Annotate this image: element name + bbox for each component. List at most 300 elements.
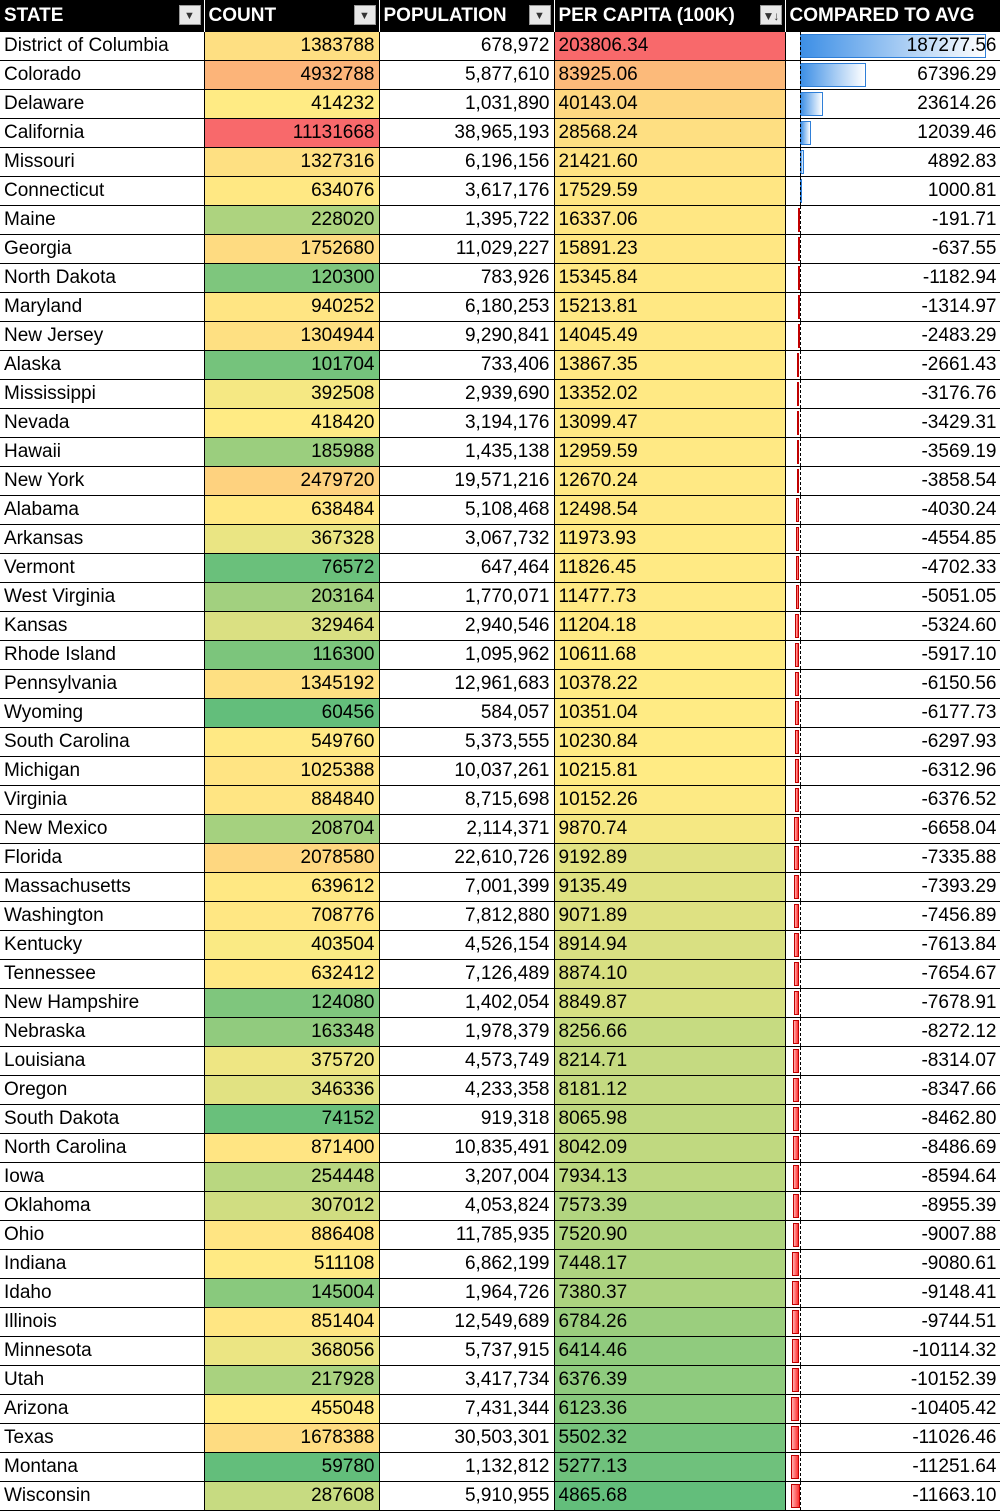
cell-compared[interactable] (785, 989, 1000, 1018)
cell-population[interactable]: 5,108,468 (379, 496, 554, 525)
cell-state[interactable]: District of Columbia (0, 32, 204, 61)
cell-state[interactable]: Kentucky (0, 931, 204, 960)
cell-state[interactable]: South Dakota (0, 1105, 204, 1134)
cell-count[interactable]: 871400 (204, 1134, 379, 1163)
table-row[interactable] (0, 1424, 1000, 1453)
cell-population[interactable]: 9,290,841 (379, 322, 554, 351)
cell-count[interactable]: 203164 (204, 583, 379, 612)
cell-per-capita[interactable]: 17529.59 (554, 177, 785, 206)
cell-count[interactable]: 886408 (204, 1221, 379, 1250)
cell-count[interactable]: 59780 (204, 1453, 379, 1482)
cell-compared[interactable] (785, 409, 1000, 438)
cell-state[interactable]: Iowa (0, 1163, 204, 1192)
cell-per-capita[interactable]: 8849.87 (554, 989, 785, 1018)
table-row[interactable] (0, 815, 1000, 844)
cell-compared[interactable] (785, 641, 1000, 670)
cell-compared[interactable] (785, 1076, 1000, 1105)
cell-per-capita[interactable]: 13099.47 (554, 409, 785, 438)
cell-per-capita[interactable]: 8042.09 (554, 1134, 785, 1163)
table-row[interactable] (0, 409, 1000, 438)
cell-count[interactable]: 639612 (204, 873, 379, 902)
cell-compared[interactable] (785, 351, 1000, 380)
cell-per-capita[interactable]: 13867.35 (554, 351, 785, 380)
cell-compared[interactable] (785, 496, 1000, 525)
cell-per-capita[interactable]: 11826.45 (554, 554, 785, 583)
cell-population[interactable]: 584,057 (379, 699, 554, 728)
cell-count[interactable]: 1025388 (204, 757, 379, 786)
cell-per-capita[interactable]: 13352.02 (554, 380, 785, 409)
cell-compared[interactable] (785, 612, 1000, 641)
table-row[interactable] (0, 641, 1000, 670)
cell-compared[interactable] (785, 32, 1000, 61)
cell-state[interactable]: Connecticut (0, 177, 204, 206)
table-row[interactable] (0, 61, 1000, 90)
cell-state[interactable]: Nevada (0, 409, 204, 438)
cell-count[interactable]: 185988 (204, 438, 379, 467)
cell-population[interactable]: 783,926 (379, 264, 554, 293)
cell-count[interactable]: 254448 (204, 1163, 379, 1192)
cell-state[interactable]: Georgia (0, 235, 204, 264)
cell-per-capita[interactable]: 6123.36 (554, 1395, 785, 1424)
cell-compared[interactable] (785, 1395, 1000, 1424)
cell-count[interactable]: 638484 (204, 496, 379, 525)
cell-per-capita[interactable]: 10230.84 (554, 728, 785, 757)
cell-per-capita[interactable]: 9071.89 (554, 902, 785, 931)
cell-population[interactable]: 5,737,915 (379, 1337, 554, 1366)
cell-count[interactable]: 1752680 (204, 235, 379, 264)
filter-dropdown-icon[interactable]: ▼ (529, 5, 551, 25)
table-row[interactable] (0, 728, 1000, 757)
cell-count[interactable]: 11131668 (204, 119, 379, 148)
table-row[interactable] (0, 1163, 1000, 1192)
cell-per-capita[interactable]: 12670.24 (554, 467, 785, 496)
cell-count[interactable]: 632412 (204, 960, 379, 989)
cell-count[interactable]: 163348 (204, 1018, 379, 1047)
cell-count[interactable]: 392508 (204, 380, 379, 409)
cell-count[interactable]: 708776 (204, 902, 379, 931)
cell-compared[interactable] (785, 1047, 1000, 1076)
cell-per-capita[interactable]: 11477.73 (554, 583, 785, 612)
table-row[interactable] (0, 496, 1000, 525)
cell-compared[interactable] (785, 467, 1000, 496)
cell-count[interactable]: 124080 (204, 989, 379, 1018)
cell-population[interactable]: 6,196,156 (379, 148, 554, 177)
cell-population[interactable]: 1,978,379 (379, 1018, 554, 1047)
cell-population[interactable]: 7,126,489 (379, 960, 554, 989)
cell-state[interactable]: New Hampshire (0, 989, 204, 1018)
cell-population[interactable]: 3,067,732 (379, 525, 554, 554)
cell-state[interactable]: Wyoming (0, 699, 204, 728)
table-row[interactable] (0, 1482, 1000, 1511)
cell-population[interactable]: 1,435,138 (379, 438, 554, 467)
cell-state[interactable]: Maine (0, 206, 204, 235)
cell-population[interactable]: 1,964,726 (379, 1279, 554, 1308)
cell-count[interactable]: 634076 (204, 177, 379, 206)
cell-count[interactable]: 511108 (204, 1250, 379, 1279)
cell-population[interactable]: 30,503,301 (379, 1424, 554, 1453)
cell-state[interactable]: Vermont (0, 554, 204, 583)
table-row[interactable] (0, 1366, 1000, 1395)
cell-per-capita[interactable]: 7573.39 (554, 1192, 785, 1221)
cell-population[interactable]: 11,029,227 (379, 235, 554, 264)
table-row[interactable] (0, 235, 1000, 264)
cell-compared[interactable] (785, 90, 1000, 119)
cell-per-capita[interactable]: 83925.06 (554, 61, 785, 90)
cell-population[interactable]: 2,940,546 (379, 612, 554, 641)
table-row[interactable] (0, 467, 1000, 496)
table-row[interactable] (0, 206, 1000, 235)
cell-state[interactable]: Missouri (0, 148, 204, 177)
table-row[interactable] (0, 1395, 1000, 1424)
table-row[interactable] (0, 1453, 1000, 1482)
cell-population[interactable]: 1,095,962 (379, 641, 554, 670)
cell-per-capita[interactable]: 12498.54 (554, 496, 785, 525)
cell-compared[interactable] (785, 206, 1000, 235)
cell-state[interactable]: Indiana (0, 1250, 204, 1279)
cell-per-capita[interactable]: 7520.90 (554, 1221, 785, 1250)
cell-state[interactable]: Kansas (0, 612, 204, 641)
cell-compared[interactable] (785, 293, 1000, 322)
cell-state[interactable]: Wisconsin (0, 1482, 204, 1511)
cell-count[interactable]: 74152 (204, 1105, 379, 1134)
cell-compared[interactable] (785, 1134, 1000, 1163)
cell-population[interactable]: 4,573,749 (379, 1047, 554, 1076)
cell-population[interactable]: 12,961,683 (379, 670, 554, 699)
cell-count[interactable]: 851404 (204, 1308, 379, 1337)
cell-population[interactable]: 11,785,935 (379, 1221, 554, 1250)
cell-state[interactable]: Arkansas (0, 525, 204, 554)
table-row[interactable] (0, 1250, 1000, 1279)
table-row[interactable] (0, 612, 1000, 641)
cell-count[interactable]: 1304944 (204, 322, 379, 351)
cell-population[interactable]: 678,972 (379, 32, 554, 61)
cell-compared[interactable] (785, 1279, 1000, 1308)
cell-compared[interactable] (785, 148, 1000, 177)
cell-state[interactable]: Arizona (0, 1395, 204, 1424)
cell-population[interactable]: 4,526,154 (379, 931, 554, 960)
cell-per-capita[interactable]: 8181.12 (554, 1076, 785, 1105)
cell-state[interactable]: Oklahoma (0, 1192, 204, 1221)
table-row[interactable] (0, 989, 1000, 1018)
cell-compared[interactable] (785, 438, 1000, 467)
cell-population[interactable]: 7,001,399 (379, 873, 554, 902)
table-row[interactable] (0, 670, 1000, 699)
cell-population[interactable]: 10,835,491 (379, 1134, 554, 1163)
cell-per-capita[interactable]: 14045.49 (554, 322, 785, 351)
table-row[interactable] (0, 1047, 1000, 1076)
cell-compared[interactable] (785, 1018, 1000, 1047)
table-row[interactable] (0, 380, 1000, 409)
cell-population[interactable]: 2,939,690 (379, 380, 554, 409)
cell-count[interactable]: 287608 (204, 1482, 379, 1511)
cell-compared[interactable] (785, 960, 1000, 989)
cell-population[interactable]: 4,233,358 (379, 1076, 554, 1105)
cell-count[interactable]: 217928 (204, 1366, 379, 1395)
cell-per-capita[interactable]: 6414.46 (554, 1337, 785, 1366)
table-row[interactable] (0, 786, 1000, 815)
cell-state[interactable]: New Mexico (0, 815, 204, 844)
cell-count[interactable]: 228020 (204, 206, 379, 235)
cell-count[interactable]: 455048 (204, 1395, 379, 1424)
cell-per-capita[interactable]: 6376.39 (554, 1366, 785, 1395)
cell-state[interactable]: Tennessee (0, 960, 204, 989)
cell-count[interactable]: 884840 (204, 786, 379, 815)
cell-state[interactable]: Illinois (0, 1308, 204, 1337)
cell-state[interactable]: Virginia (0, 786, 204, 815)
cell-compared[interactable] (785, 757, 1000, 786)
cell-count[interactable]: 76572 (204, 554, 379, 583)
table-row[interactable] (0, 293, 1000, 322)
filter-dropdown-icon[interactable]: ▼ (354, 5, 376, 25)
cell-population[interactable]: 12,549,689 (379, 1308, 554, 1337)
table-row[interactable] (0, 1105, 1000, 1134)
cell-population[interactable]: 1,031,890 (379, 90, 554, 119)
cell-compared[interactable] (785, 119, 1000, 148)
cell-compared[interactable] (785, 1366, 1000, 1395)
cell-compared[interactable] (785, 380, 1000, 409)
cell-per-capita[interactable]: 5502.32 (554, 1424, 785, 1453)
cell-per-capita[interactable]: 8214.71 (554, 1047, 785, 1076)
cell-per-capita[interactable]: 9870.74 (554, 815, 785, 844)
table-row[interactable] (0, 1308, 1000, 1337)
cell-state[interactable]: Texas (0, 1424, 204, 1453)
cell-compared[interactable] (785, 728, 1000, 757)
cell-population[interactable]: 733,406 (379, 351, 554, 380)
cell-count[interactable]: 101704 (204, 351, 379, 380)
cell-compared[interactable] (785, 670, 1000, 699)
cell-compared[interactable] (785, 786, 1000, 815)
cell-population[interactable]: 3,194,176 (379, 409, 554, 438)
cell-count[interactable]: 1678388 (204, 1424, 379, 1453)
cell-count[interactable]: 307012 (204, 1192, 379, 1221)
cell-compared[interactable] (785, 235, 1000, 264)
cell-per-capita[interactable]: 10215.81 (554, 757, 785, 786)
cell-state[interactable]: Delaware (0, 90, 204, 119)
cell-compared[interactable] (785, 177, 1000, 206)
cell-population[interactable]: 1,770,071 (379, 583, 554, 612)
table-row[interactable] (0, 1337, 1000, 1366)
cell-count[interactable]: 549760 (204, 728, 379, 757)
table-row[interactable] (0, 351, 1000, 380)
cell-per-capita[interactable]: 9192.89 (554, 844, 785, 873)
table-row[interactable] (0, 1221, 1000, 1250)
cell-count[interactable]: 2078580 (204, 844, 379, 873)
cell-compared[interactable] (785, 1453, 1000, 1482)
cell-state[interactable]: Massachusetts (0, 873, 204, 902)
table-row[interactable] (0, 1192, 1000, 1221)
table-row[interactable] (0, 583, 1000, 612)
cell-per-capita[interactable]: 15891.23 (554, 235, 785, 264)
cell-compared[interactable] (785, 554, 1000, 583)
table-row[interactable] (0, 1134, 1000, 1163)
cell-per-capita[interactable]: 7448.17 (554, 1250, 785, 1279)
table-row[interactable] (0, 757, 1000, 786)
cell-per-capita[interactable]: 8874.10 (554, 960, 785, 989)
cell-count[interactable]: 418420 (204, 409, 379, 438)
cell-state[interactable]: New York (0, 467, 204, 496)
cell-population[interactable]: 5,877,610 (379, 61, 554, 90)
table-row[interactable] (0, 32, 1000, 61)
cell-per-capita[interactable]: 28568.24 (554, 119, 785, 148)
filter-dropdown-icon[interactable]: ▼ (179, 5, 201, 25)
cell-per-capita[interactable]: 12959.59 (554, 438, 785, 467)
cell-per-capita[interactable]: 8256.66 (554, 1018, 785, 1047)
sort-descending-icon[interactable]: ▼↓ (760, 5, 782, 25)
cell-count[interactable]: 367328 (204, 525, 379, 554)
cell-per-capita[interactable]: 40143.04 (554, 90, 785, 119)
cell-state[interactable]: Alaska (0, 351, 204, 380)
table-row[interactable] (0, 844, 1000, 873)
cell-population[interactable]: 5,910,955 (379, 1482, 554, 1511)
cell-population[interactable]: 2,114,371 (379, 815, 554, 844)
cell-state[interactable]: Oregon (0, 1076, 204, 1105)
cell-compared[interactable] (785, 322, 1000, 351)
cell-population[interactable]: 1,402,054 (379, 989, 554, 1018)
cell-population[interactable]: 1,395,722 (379, 206, 554, 235)
table-row[interactable] (0, 1279, 1000, 1308)
cell-count[interactable]: 1383788 (204, 32, 379, 61)
cell-state[interactable]: Ohio (0, 1221, 204, 1250)
cell-count[interactable]: 60456 (204, 699, 379, 728)
table-row[interactable] (0, 699, 1000, 728)
cell-compared[interactable] (785, 264, 1000, 293)
cell-per-capita[interactable]: 11204.18 (554, 612, 785, 641)
table-row[interactable] (0, 148, 1000, 177)
cell-per-capita[interactable]: 7934.13 (554, 1163, 785, 1192)
cell-compared[interactable] (785, 699, 1000, 728)
cell-count[interactable]: 116300 (204, 641, 379, 670)
cell-state[interactable]: Rhode Island (0, 641, 204, 670)
table-row[interactable] (0, 931, 1000, 960)
cell-compared[interactable] (785, 1192, 1000, 1221)
cell-compared[interactable] (785, 902, 1000, 931)
cell-compared[interactable] (785, 1105, 1000, 1134)
cell-state[interactable]: Colorado (0, 61, 204, 90)
table-row[interactable] (0, 177, 1000, 206)
cell-state[interactable]: Idaho (0, 1279, 204, 1308)
cell-compared[interactable] (785, 873, 1000, 902)
table-row[interactable] (0, 264, 1000, 293)
cell-population[interactable]: 5,373,555 (379, 728, 554, 757)
cell-state[interactable]: New Jersey (0, 322, 204, 351)
table-row[interactable] (0, 438, 1000, 467)
cell-state[interactable]: Washington (0, 902, 204, 931)
table-row[interactable] (0, 1076, 1000, 1105)
cell-per-capita[interactable]: 16337.06 (554, 206, 785, 235)
cell-compared[interactable] (785, 815, 1000, 844)
cell-population[interactable]: 7,431,344 (379, 1395, 554, 1424)
cell-count[interactable]: 940252 (204, 293, 379, 322)
table-row[interactable] (0, 960, 1000, 989)
cell-state[interactable]: Minnesota (0, 1337, 204, 1366)
cell-compared[interactable] (785, 844, 1000, 873)
cell-per-capita[interactable]: 203806.34 (554, 32, 785, 61)
cell-per-capita[interactable]: 8065.98 (554, 1105, 785, 1134)
cell-count[interactable]: 4932788 (204, 61, 379, 90)
cell-state[interactable]: California (0, 119, 204, 148)
cell-population[interactable]: 3,207,004 (379, 1163, 554, 1192)
cell-state[interactable]: Nebraska (0, 1018, 204, 1047)
cell-state[interactable]: Mississippi (0, 380, 204, 409)
cell-count[interactable]: 375720 (204, 1047, 379, 1076)
cell-per-capita[interactable]: 15213.81 (554, 293, 785, 322)
cell-population[interactable]: 6,862,199 (379, 1250, 554, 1279)
cell-compared[interactable] (785, 61, 1000, 90)
cell-per-capita[interactable]: 4865.68 (554, 1482, 785, 1511)
cell-per-capita[interactable]: 9135.49 (554, 873, 785, 902)
cell-count[interactable]: 1345192 (204, 670, 379, 699)
cell-compared[interactable] (785, 1221, 1000, 1250)
table-row[interactable] (0, 873, 1000, 902)
cell-state[interactable]: Montana (0, 1453, 204, 1482)
cell-population[interactable]: 4,053,824 (379, 1192, 554, 1221)
cell-compared[interactable] (785, 583, 1000, 612)
cell-per-capita[interactable]: 15345.84 (554, 264, 785, 293)
cell-state[interactable]: North Dakota (0, 264, 204, 293)
cell-state[interactable]: Maryland (0, 293, 204, 322)
cell-per-capita[interactable]: 10152.26 (554, 786, 785, 815)
cell-state[interactable]: Florida (0, 844, 204, 873)
cell-state[interactable]: South Carolina (0, 728, 204, 757)
cell-population[interactable]: 8,715,698 (379, 786, 554, 815)
cell-population[interactable]: 10,037,261 (379, 757, 554, 786)
cell-count[interactable]: 120300 (204, 264, 379, 293)
cell-state[interactable]: Hawaii (0, 438, 204, 467)
cell-per-capita[interactable]: 10378.22 (554, 670, 785, 699)
cell-population[interactable]: 19,571,216 (379, 467, 554, 496)
cell-count[interactable]: 145004 (204, 1279, 379, 1308)
cell-population[interactable]: 7,812,880 (379, 902, 554, 931)
table-row[interactable] (0, 902, 1000, 931)
cell-count[interactable]: 346336 (204, 1076, 379, 1105)
cell-count[interactable]: 403504 (204, 931, 379, 960)
cell-population[interactable]: 6,180,253 (379, 293, 554, 322)
cell-compared[interactable] (785, 1250, 1000, 1279)
cell-compared[interactable] (785, 1424, 1000, 1453)
cell-count[interactable]: 2479720 (204, 467, 379, 496)
cell-population[interactable]: 22,610,726 (379, 844, 554, 873)
cell-state[interactable]: West Virginia (0, 583, 204, 612)
cell-per-capita[interactable]: 7380.37 (554, 1279, 785, 1308)
cell-per-capita[interactable]: 8914.94 (554, 931, 785, 960)
cell-per-capita[interactable]: 21421.60 (554, 148, 785, 177)
table-row[interactable] (0, 1018, 1000, 1047)
table-row[interactable] (0, 322, 1000, 351)
cell-state[interactable]: Alabama (0, 496, 204, 525)
cell-population[interactable]: 647,464 (379, 554, 554, 583)
cell-per-capita[interactable]: 5277.13 (554, 1453, 785, 1482)
cell-state[interactable]: Michigan (0, 757, 204, 786)
cell-compared[interactable] (785, 525, 1000, 554)
cell-per-capita[interactable]: 11973.93 (554, 525, 785, 554)
cell-population[interactable]: 3,417,734 (379, 1366, 554, 1395)
cell-population[interactable]: 3,617,176 (379, 177, 554, 206)
cell-compared[interactable] (785, 1163, 1000, 1192)
cell-per-capita[interactable]: 6784.26 (554, 1308, 785, 1337)
cell-state[interactable]: North Carolina (0, 1134, 204, 1163)
cell-per-capita[interactable]: 10611.68 (554, 641, 785, 670)
table-row[interactable] (0, 90, 1000, 119)
table-row[interactable] (0, 119, 1000, 148)
cell-compared[interactable] (785, 931, 1000, 960)
cell-compared[interactable] (785, 1337, 1000, 1366)
table-row[interactable] (0, 554, 1000, 583)
cell-population[interactable]: 1,132,812 (379, 1453, 554, 1482)
cell-count[interactable]: 414232 (204, 90, 379, 119)
cell-population[interactable]: 38,965,193 (379, 119, 554, 148)
cell-per-capita[interactable]: 10351.04 (554, 699, 785, 728)
cell-state[interactable]: Louisiana (0, 1047, 204, 1076)
